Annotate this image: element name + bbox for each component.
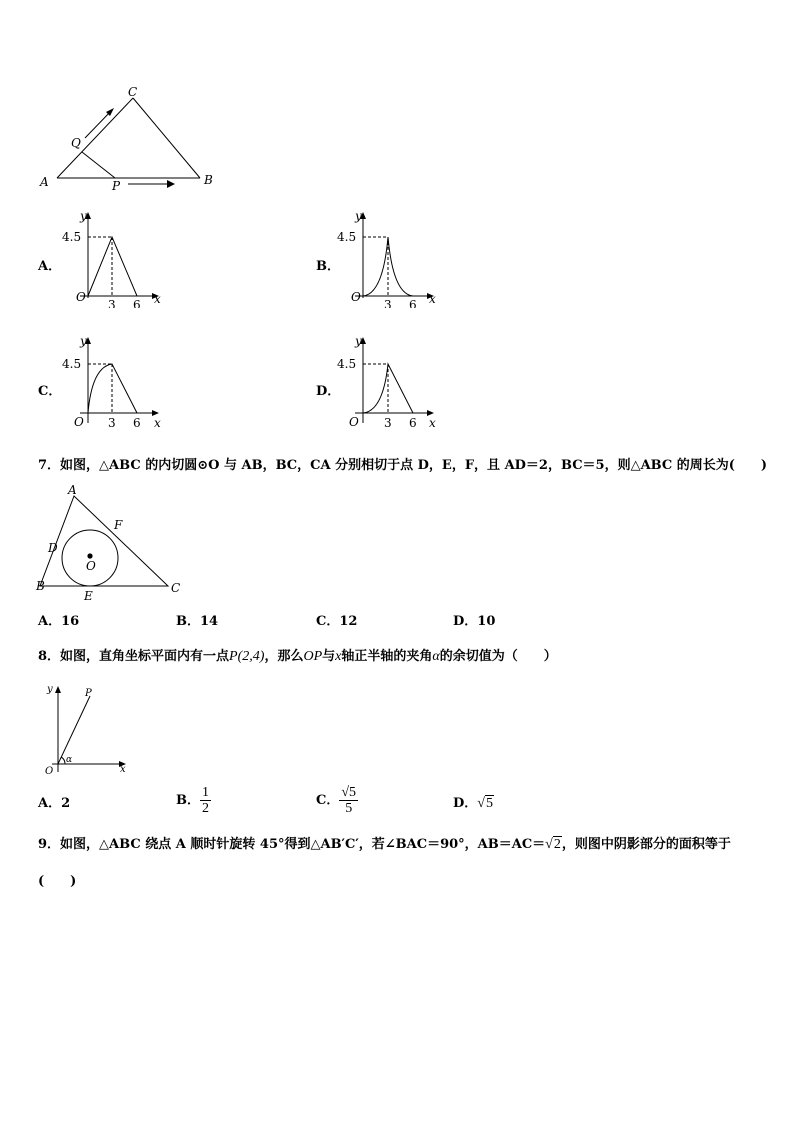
incircle-figure xyxy=(30,480,190,605)
svg-text:A: A xyxy=(68,483,77,497)
option-b-graph xyxy=(335,208,455,308)
center-o xyxy=(87,553,92,558)
option-c-graph xyxy=(60,333,180,433)
svg-text:3: 3 xyxy=(384,298,392,308)
svg-text:O: O xyxy=(351,290,361,304)
svg-text:4.5: 4.5 xyxy=(337,230,357,244)
question-7-text: 7．如图，△ABC 的内切圆⊙O 与 AB，BC，CA 分别相切于点 D，E，F，且 AD＝2，BC＝5，则△ABC 的周长为( ) xyxy=(38,458,768,473)
svg-text:C: C xyxy=(171,581,181,595)
q8-option-b: B． $\frac{1}{2}$ xyxy=(176,785,209,816)
q8-option-a: A．2 xyxy=(38,796,71,811)
option-b-label: B． xyxy=(316,259,340,274)
triangle-figure xyxy=(30,80,230,195)
option-c-label: C． xyxy=(38,384,62,399)
svg-text:F: F xyxy=(114,518,123,532)
svg-text:x: x xyxy=(154,416,161,430)
svg-text:P: P xyxy=(85,688,92,699)
question-8-text: 8．如图，直角坐标平面内有一点P(2,4)，那么OP与x轴正半轴的夹角α的余切值为（ ） xyxy=(38,649,557,664)
svg-text:6: 6 xyxy=(409,416,417,430)
q8-option-c: C． $\frac{√5}{5}$ xyxy=(316,785,357,816)
label-c: C xyxy=(128,85,138,99)
svg-text:6: 6 xyxy=(133,416,141,430)
label-a: A xyxy=(40,175,49,189)
svg-text:O: O xyxy=(45,766,54,777)
q7-option-d: D．10 xyxy=(453,614,496,629)
svg-text:3: 3 xyxy=(108,416,116,430)
svg-text:O: O xyxy=(76,290,86,304)
label-p: P xyxy=(112,179,121,193)
svg-text:y: y xyxy=(80,209,87,223)
svg-text:6: 6 xyxy=(409,298,417,308)
label-q: Q xyxy=(71,136,81,150)
segment-pq xyxy=(82,152,115,178)
svg-text:D: D xyxy=(48,541,58,555)
svg-text:E: E xyxy=(84,589,93,603)
svg-text:6: 6 xyxy=(133,298,141,308)
svg-text:O: O xyxy=(74,415,84,429)
question-9-text: 9．如图，△ABC 绕点 A 顺时针旋转 45°得到△AB′C′，若∠BAC＝90°，AB＝AC＝√2，则图中阴影部分的面积等于 xyxy=(38,837,731,852)
q7-option-c: C．12 xyxy=(316,614,358,629)
q7-option-b: B．14 xyxy=(176,614,219,629)
svg-text:x: x xyxy=(154,292,161,306)
option-d-label: D． xyxy=(316,384,341,399)
question-9-answer-paren: ( ) xyxy=(38,874,77,889)
svg-text:y: y xyxy=(47,684,53,695)
option-a-graph xyxy=(60,208,180,308)
svg-text:y: y xyxy=(355,209,362,223)
svg-text:4.5: 4.5 xyxy=(62,357,82,371)
option-d-graph xyxy=(335,333,455,433)
q8-option-d: D．√5 xyxy=(453,796,493,811)
ray-op xyxy=(58,696,90,764)
svg-text:O: O xyxy=(349,415,359,429)
svg-text:O: O xyxy=(86,559,96,573)
svg-text:x: x xyxy=(120,764,126,775)
svg-text:B: B xyxy=(36,579,45,593)
side-ac xyxy=(57,98,133,178)
option-a-label: A． xyxy=(38,259,62,274)
side-cb xyxy=(133,98,200,178)
svg-text:3: 3 xyxy=(384,416,392,430)
svg-text:x: x xyxy=(429,416,436,430)
svg-text:y: y xyxy=(355,334,362,348)
svg-text:α: α xyxy=(66,755,73,765)
svg-text:4.5: 4.5 xyxy=(62,230,82,244)
triangle-abc xyxy=(40,496,168,586)
q7-option-a: A．16 xyxy=(38,614,80,629)
svg-text:4.5: 4.5 xyxy=(337,357,357,371)
point-p: P(2,4) xyxy=(229,649,265,664)
arrow-p-head xyxy=(167,180,175,188)
label-b: B xyxy=(204,173,213,187)
svg-text:3: 3 xyxy=(108,298,116,308)
svg-text:x: x xyxy=(429,292,436,306)
coordinate-figure xyxy=(36,680,136,780)
svg-text:y: y xyxy=(80,334,87,348)
